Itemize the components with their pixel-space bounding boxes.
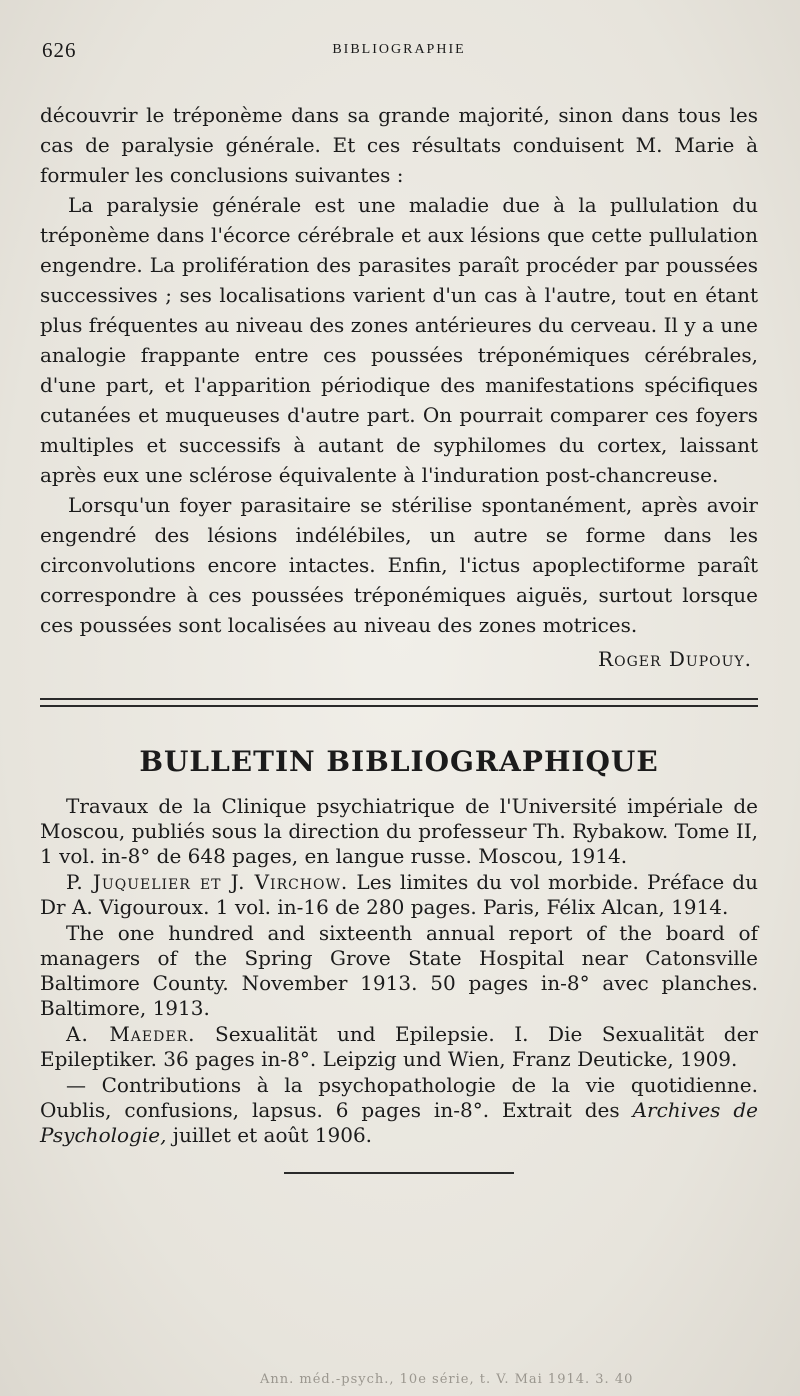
entry-author: P. Juquelier et J. Virchow. [66,870,349,894]
bulletin-title: BULLETIN BIBLIOGRAPHIQUE [139,745,659,778]
article-paragraph: Lorsqu'un foyer parasitaire se stérilise spontanément, après avoir engendré des lésions indélébiles, un autre se forme dans les circonvolutions encore intactes. Enfin, l'ictus apoplectiforme paraît correspondre à ces poussées tréponémiques aiguës, surtout lorsque ces poussées sont localisées au niveau des zones motrices. [40,493,758,637]
article-paragraph: La paralysie générale est une maladie due à la pullulation du tréponème dans l'écorce cérébrale et aux lésions que cette pullulation engendre. La prolifération des parasites paraît procéder par poussées successives ; ses localisations varient d'un cas à l'autre, tout en étant plus fréquentes au niveau des zones antérieures du cerveau. Il y a une analogie frappante entre ces poussées tréponémiques cérébrales, d'une part, et l'apparition périodique des manifestations spécifiques cutanées et muqueuses d'autre part. On pourrait comparer ces foyers multiples et successifs à autant de syphilomes du cortex, laissant après eux une sclérose équivalente à l'induration post-chancreuse. [40,193,758,487]
double-rule-divider [40,698,758,707]
bibliography-entry [40,794,758,869]
bibliography-list [40,794,758,1148]
journal-title: Archives de Psychologie, [40,1098,759,1147]
article-paragraph: découvrir le tréponème dans sa grande majorité, sinon dans tous les cas de paralysie générale. Et ces résultats conduisent M. Marie à formuler les conclusions suivantes : [40,103,758,187]
page-number: 626 [42,38,77,62]
running-head [40,34,758,64]
entry-text: — Contributions à la psychopathologie de la vie quotidienne. Oublis, confusions, lapsus. 6 pages in-8°. Extrait des [40,1073,758,1122]
entry-text: Travaux de la Clinique psychiatrique de l'Université impériale de Moscou, publiés sous la direction du professeur Th. Rybakow. Tome II, 1 vol. in-8° de 648 pages, en langue russe. Moscou, 1914. [40,794,758,868]
article-body [40,100,758,640]
rule-line [40,698,758,700]
footer-signature-line: Ann. méd.-psych., 10e série, t. V. Mai 1914. 3. 40 [260,1372,634,1387]
author-signature: Roger Dupouy. [598,647,752,671]
entry-text-end: juillet et août 1906. [172,1123,373,1147]
rule-line [40,705,758,707]
end-rule [284,1172,514,1174]
entry-text: Sexualität und Epilepsie. I. Die Sexualität der Epileptiker. 36 pages in-8°. Leipzig und Wien, Franz Deuticke, 1909. [40,1022,758,1071]
bibliography-entry [40,1022,758,1072]
section-heading: BIBLIOGRAPHIE [332,42,466,57]
entry-text: The one hundred and sixteenth annual report of the board of managers of the Spring Grove State Hospital near Catonsville Baltimore County. November 1913. 50 pages in-8° avec planches. Baltimore, 1913. [40,921,758,1020]
entry-author: A. Maeder. [66,1022,196,1046]
entry-text: Les limites du vol morbide. Préface du Dr A. Vigouroux. 1 vol. in-16 de 280 pages. Paris, Félix Alcan, 1914. [40,870,758,919]
bibliography-entry [40,870,758,920]
bibliography-entry [40,1073,758,1148]
bibliography-entry [40,921,758,1021]
